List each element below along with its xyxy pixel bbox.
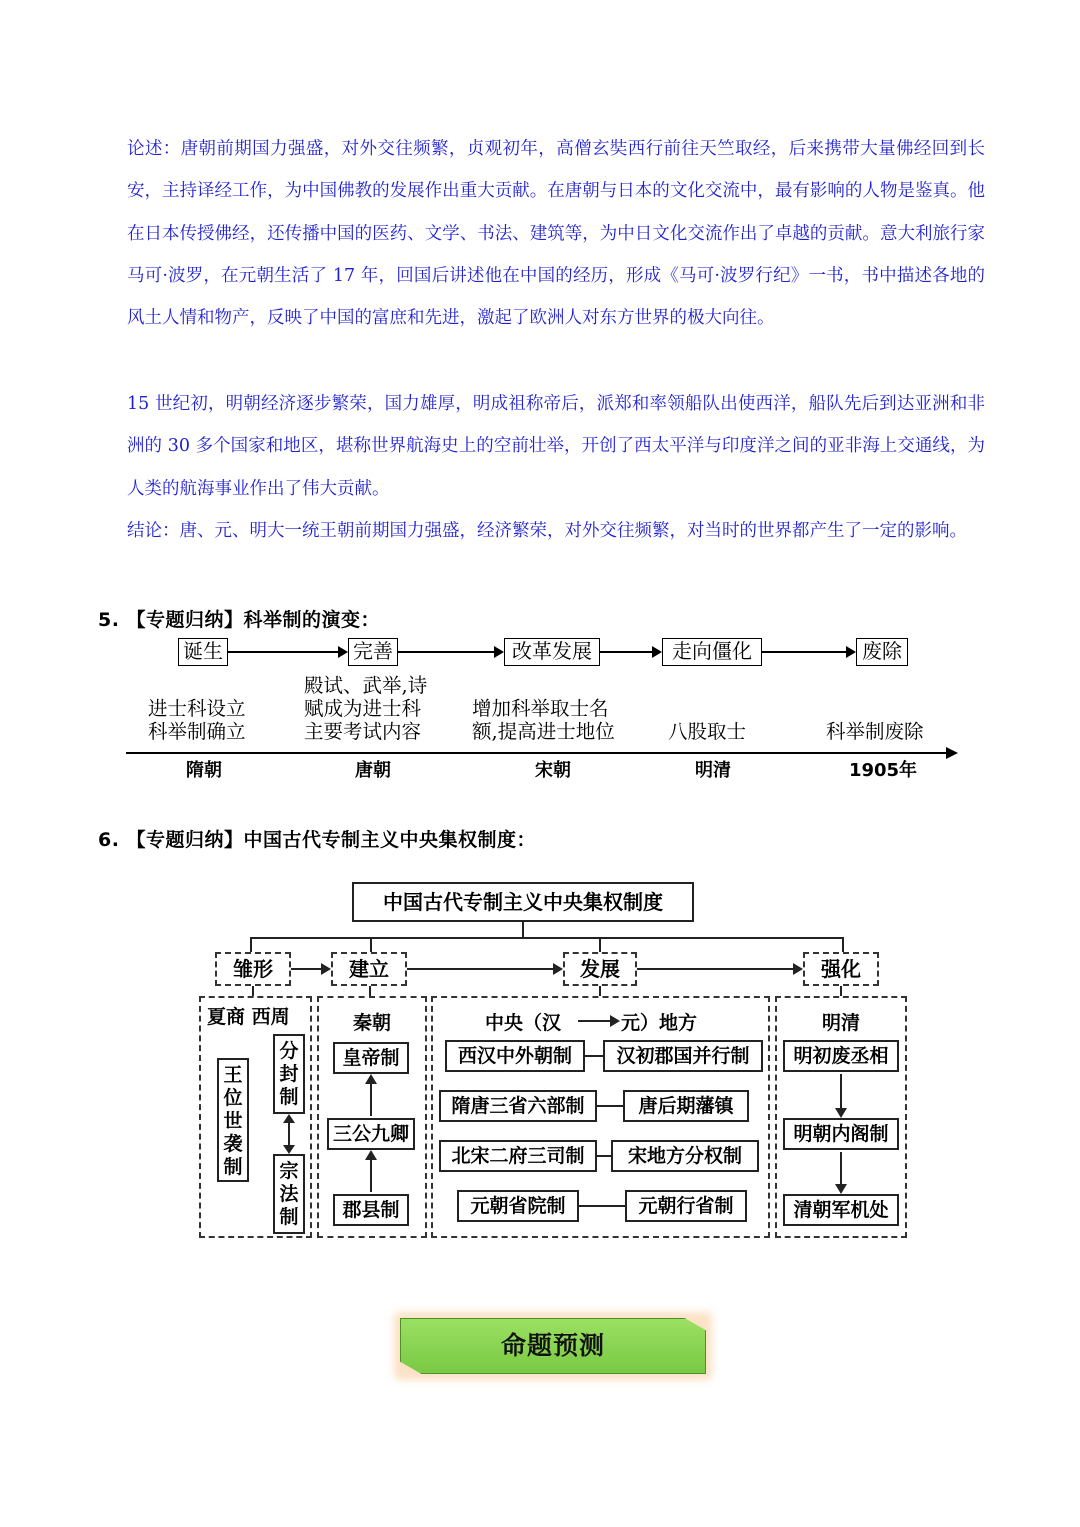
stage-strengthen: 强化 (803, 952, 879, 986)
connector (597, 1155, 611, 1157)
panel-title-a: 中央（汉 (485, 1012, 562, 1034)
stage-box-reform: 改革发展 (504, 638, 600, 666)
box-enfeoffment: 分 封 制 (273, 1034, 305, 1114)
desc-song: 增加科举取士名 额,提高进士地位 (472, 697, 615, 743)
stage-establish: 建立 (331, 952, 407, 986)
era-mingqing: 明清 (695, 760, 731, 781)
arrow (840, 1074, 842, 1116)
panel-central-local (431, 996, 770, 1238)
arrow (398, 651, 502, 653)
connector (599, 986, 601, 996)
desc-tang: 殿试、武举,诗 赋成为进士科 主要考试内容 (304, 674, 428, 743)
connector (250, 937, 252, 953)
era-sui: 隋朝 (186, 760, 222, 781)
box-hereditary-throne: 王 位 世 袭 制 (217, 1058, 249, 1182)
box-patriarchal: 宗 法 制 (273, 1154, 305, 1234)
panel-title: 秦朝 (352, 1012, 391, 1034)
arrow (762, 651, 854, 653)
arrow (578, 1020, 618, 1022)
paragraph-discussion: 论述：唐朝前期国力强盛，对外交往频繁，贞观初年，高僧玄奘西行前往天竺取经，后来携带大量佛经回到长安，主持译经工作，为中国佛教的发展作出重大贡献。在唐朝与日本的文化交流中，最有影响的人物是鉴真。他在日本传授佛经，还传播中国的医药、文学、书法、建筑等，为中日文化交流作出了卓越的贡献。意大利旅行家马可·波罗，在元朝生活了 17 年，回国后讲述他在中国的经历，形成《马可·波罗行纪》一书，书中描述各地的风土人情和物产，反映了中国的富庶和先进，激起了欧洲人对东方世界的极大向往。 (127, 139, 985, 329)
desc-1905: 科举制废除 (826, 720, 924, 743)
era-song: 宋朝 (535, 760, 571, 781)
arrow (840, 1152, 842, 1192)
arrow (288, 1116, 290, 1152)
era-1905: 1905年 (848, 760, 918, 781)
connector (599, 937, 601, 953)
stage-box-birth: 诞生 (178, 638, 228, 666)
desc-mingqing: 八股取士 (668, 720, 747, 743)
arrow (228, 651, 346, 653)
banner-label: 命题预测 (500, 1331, 605, 1360)
panel-title-b: 元）地方 (621, 1012, 698, 1034)
box-ming-cabinet: 明朝内阁制 (783, 1118, 899, 1150)
box-song-central: 北宋二府三司制 (439, 1140, 597, 1172)
section5-heading: 5. 【专题归纳】科举制的演变： (98, 609, 381, 631)
panel-title: 明清 (821, 1012, 860, 1034)
box-yuan-central: 元朝省院制 (457, 1190, 579, 1222)
arrow (637, 968, 801, 970)
stage-develop: 发展 (563, 952, 637, 986)
connector (370, 937, 372, 953)
era-tang: 唐朝 (355, 760, 391, 781)
panel-title: 夏商 西周 (207, 1006, 290, 1028)
connector (579, 1205, 625, 1207)
arrow (600, 651, 660, 653)
centralization-diagram (195, 878, 915, 1248)
box-abolish-chancellor: 明初废丞相 (783, 1040, 899, 1072)
stage-embryo: 雏形 (215, 952, 291, 986)
keju-timeline (120, 630, 970, 790)
connector (369, 986, 371, 996)
connector (252, 986, 254, 996)
arrow (291, 968, 329, 970)
box-prefecture: 郡县制 (333, 1194, 409, 1226)
section6-heading: 6. 【专题归纳】中国古代专制主义中央集权制度： (98, 829, 537, 851)
box-tang-fanzhen: 唐后期藩镇 (623, 1090, 749, 1122)
connector (840, 986, 842, 996)
stage-box-abolish: 废除 (856, 638, 908, 666)
panel-xia-shang-zhou (199, 996, 312, 1238)
box-yuan-province: 元朝行省制 (625, 1190, 747, 1222)
box-sui-tang-departments: 隋唐三省六部制 (439, 1090, 597, 1122)
timeline-axis (126, 752, 948, 754)
connector (585, 1055, 603, 1057)
stage-box-perfect: 完善 (348, 638, 398, 666)
box-emperor: 皇帝制 (333, 1042, 409, 1074)
paragraph-conclusion: 结论：唐、元、明大一统王朝前期国力强盛，经济繁荣，对外交往频繁，对当时的世界都产生了一定的影响。 (127, 521, 967, 541)
arrow (370, 1152, 372, 1192)
paragraph-zhenghe: 15 世纪初，明朝经济逐步繁荣，国力雄厚，明成祖称帝后，派郑和率领船队出使西洋，船队先后到达亚洲和非洲的 30 多个国家和地区，堪称世界航海史上的空前壮举，开创了西太平洋与印度洋之间的亚非海上交通线，为人类的航海事业作出了伟大贡献。 (127, 394, 985, 499)
box-three-ministers: 三公九卿 (327, 1118, 415, 1150)
connector (250, 937, 844, 939)
box-han-commandery: 汉初郡国并行制 (603, 1040, 763, 1072)
connector (597, 1105, 623, 1107)
box-han-court: 西汉中外朝制 (445, 1040, 585, 1072)
panel-ming-qing (775, 996, 907, 1238)
desc-sui: 进士科设立 科举制确立 (148, 697, 246, 743)
box-grand-council: 清朝军机处 (783, 1194, 899, 1226)
arrow (370, 1076, 372, 1116)
panel-qin (317, 996, 427, 1238)
arrow (407, 968, 561, 970)
connector (842, 937, 844, 953)
diagram-title: 中国古代专制主义中央集权制度 (352, 882, 694, 922)
box-song-local: 宋地方分权制 (611, 1140, 759, 1172)
stage-box-rigid: 走向僵化 (662, 638, 762, 666)
connector (522, 922, 524, 938)
